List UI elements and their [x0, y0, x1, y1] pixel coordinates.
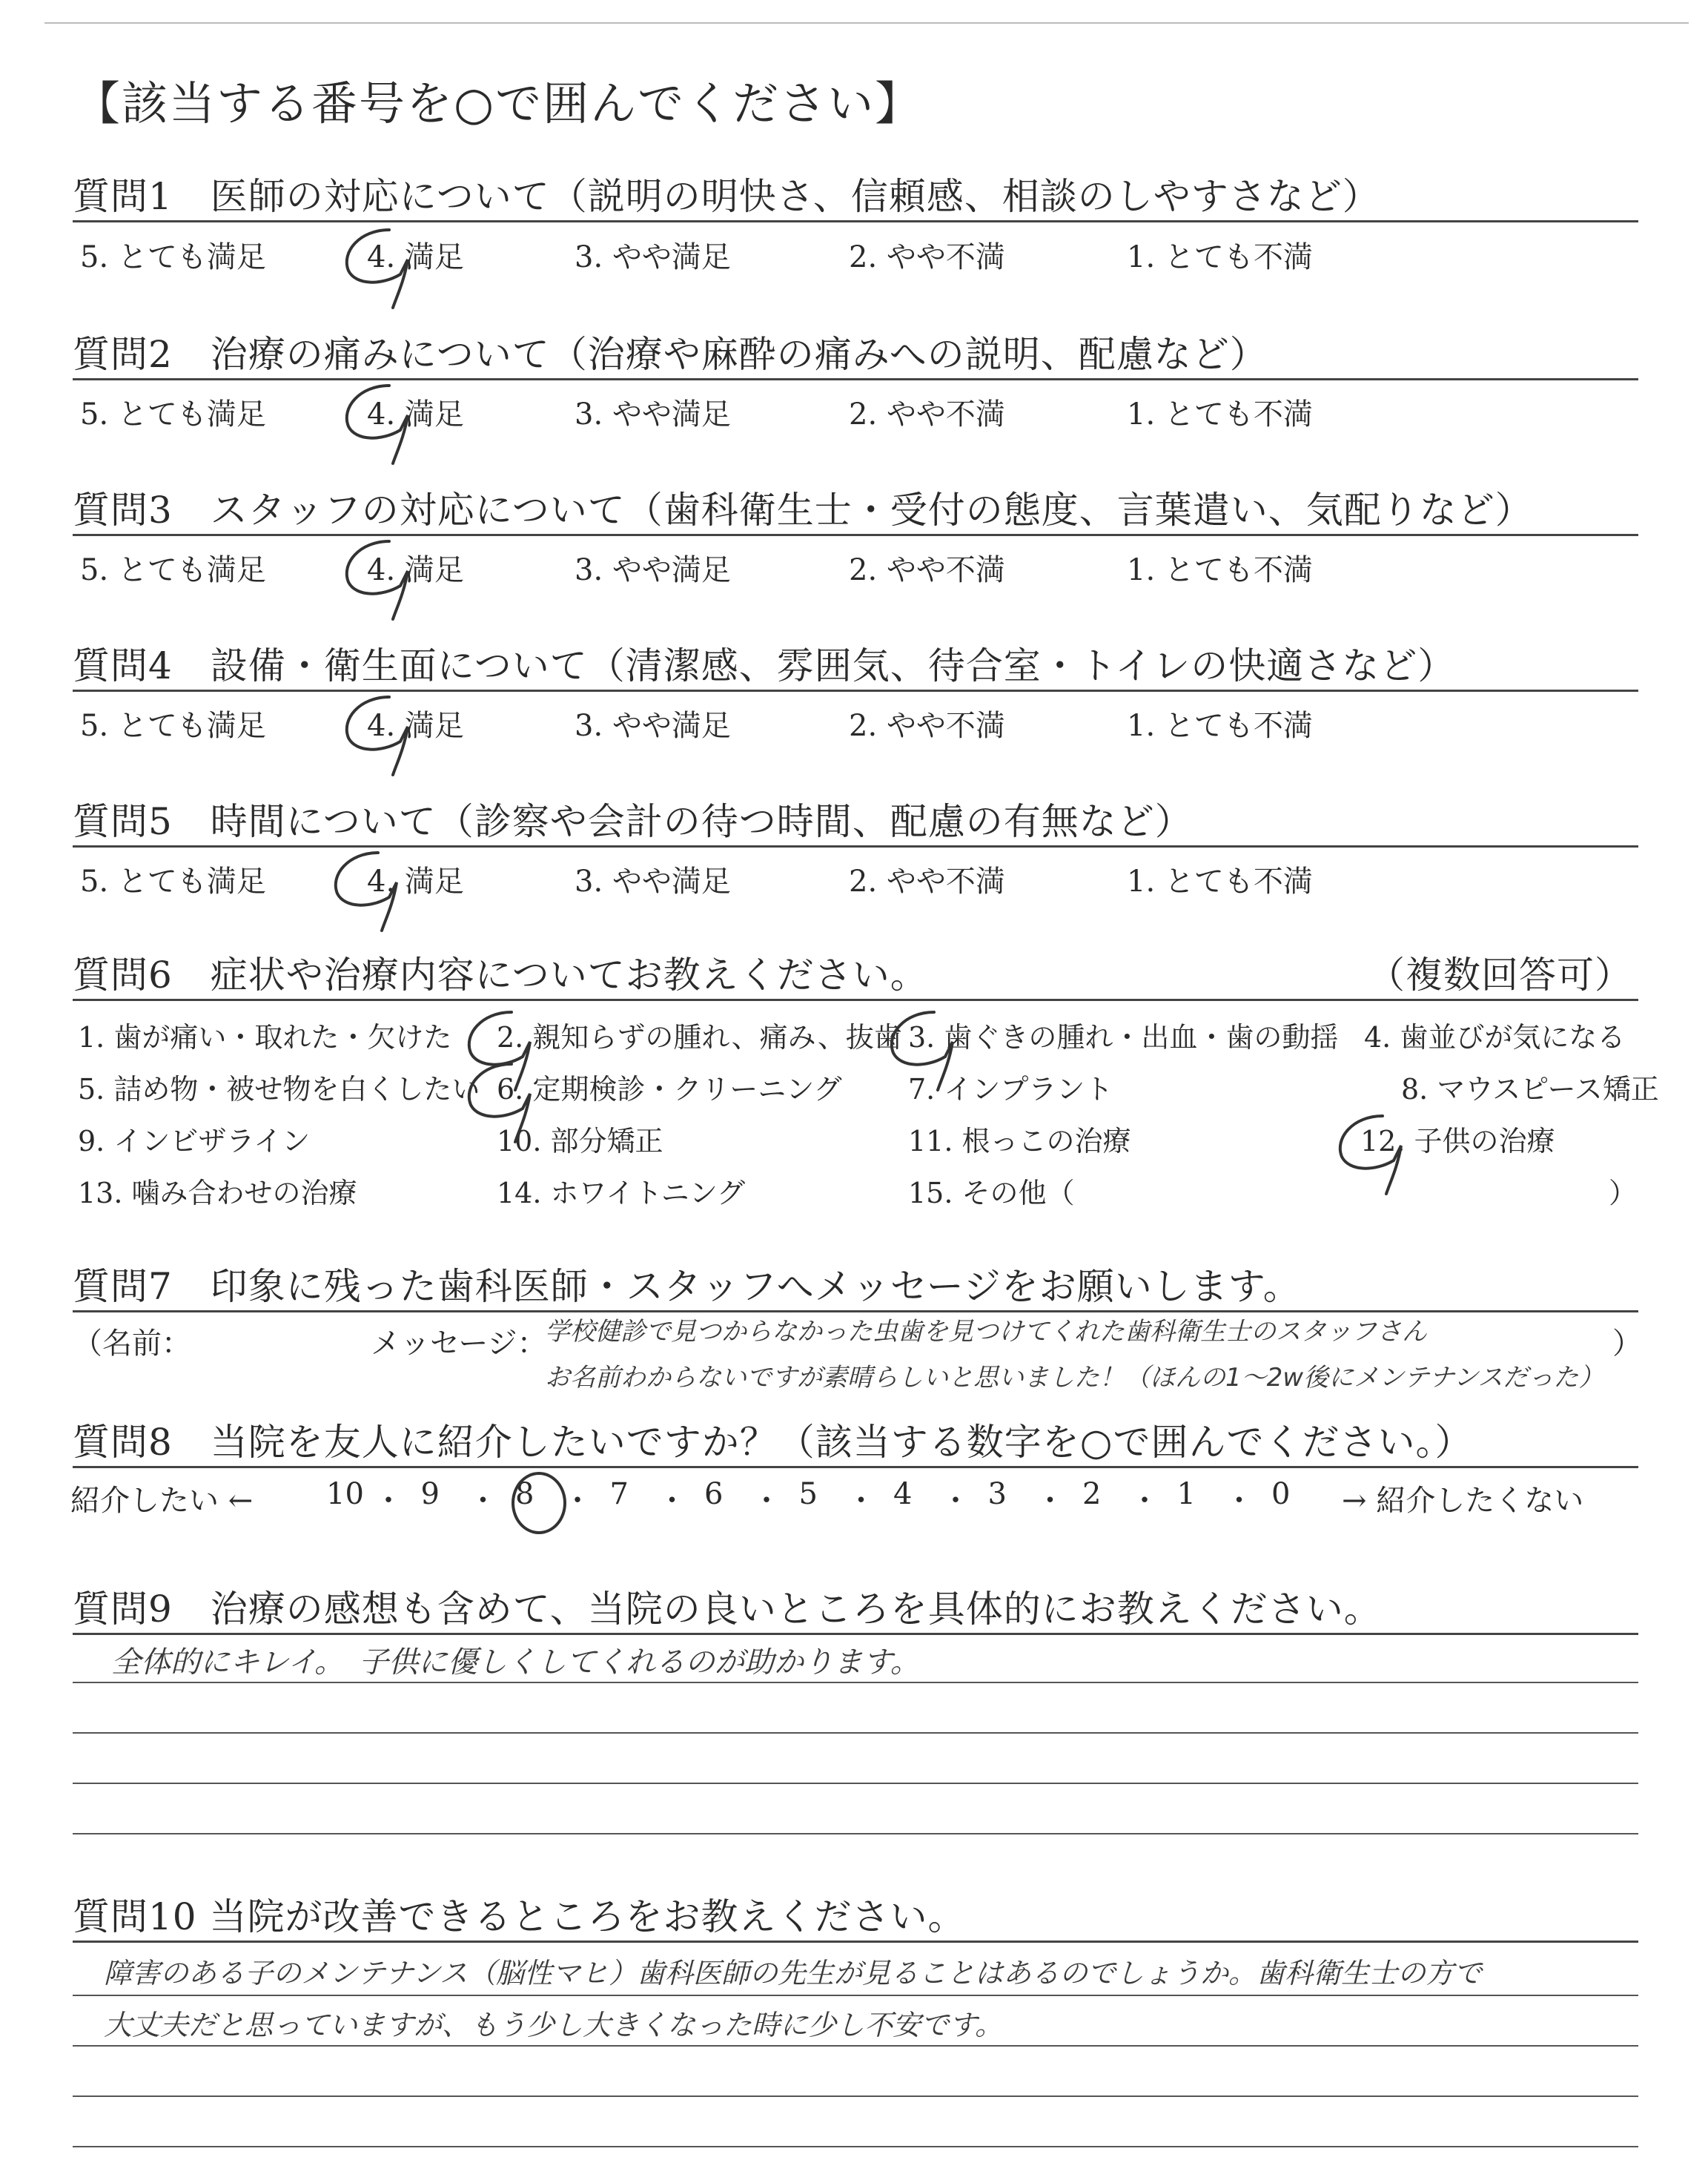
scale-separator: ・ — [374, 1484, 403, 1518]
rating-option-3[interactable]: 3. やや満足 — [575, 553, 731, 587]
symptom-option-7[interactable]: 7. インプラント — [908, 1073, 1113, 1106]
improvement-answer-line-1[interactable]: 障害のある子のメンテナンス（脳性マヒ）歯科医師の先生が見ることはあるのでしょうか。歯科衛生士の方で — [104, 1957, 1482, 1989]
scale-separator: ・ — [468, 1484, 498, 1518]
answer-line — [73, 1732, 1638, 1734]
symptom-option-9[interactable]: 9. インビザライン — [78, 1125, 311, 1157]
score-2[interactable]: 2 — [1082, 1477, 1102, 1511]
scale-separator: ・ — [1224, 1484, 1254, 1518]
rating-option-4[interactable]: 4. 満足 — [367, 865, 464, 899]
question-rule — [73, 1633, 1638, 1635]
check-mark-icon — [337, 526, 426, 623]
score-9[interactable]: 9 — [420, 1477, 440, 1511]
score-8[interactable]: 8 — [515, 1477, 534, 1511]
question-title: 質問4 設備・衛生面について（清潔感、雰囲気、待合室・トイレの快適さなど） — [73, 644, 1456, 687]
question-rule — [73, 220, 1638, 222]
other-close-paren: ） — [1609, 1177, 1638, 1209]
rating-option-4[interactable]: 4. 満足 — [367, 240, 464, 274]
rating-option-2[interactable]: 2. やや不満 — [849, 397, 1005, 432]
score-3[interactable]: 3 — [987, 1477, 1007, 1511]
question-rule — [73, 999, 1638, 1001]
message-text-line-1: 学校健診で見つからなかった虫歯を見つけてくれた歯科衛生士のスタッフさん — [545, 1317, 1427, 1347]
question-title: 質問1 医師の対応について（説明の明快さ、信頼感、相談のしやすさなど） — [73, 175, 1380, 218]
rating-option-1[interactable]: 1. とても不満 — [1127, 865, 1313, 899]
question-rule — [73, 1466, 1638, 1468]
rating-option-1[interactable]: 1. とても不満 — [1127, 397, 1313, 432]
rating-option-2[interactable]: 2. やや不満 — [849, 553, 1005, 587]
symptom-option-5[interactable]: 5. 詰め物・被せ物を白くしたい — [78, 1073, 480, 1106]
scale-separator: ・ — [657, 1484, 687, 1518]
rating-option-5[interactable]: 5. とても満足 — [80, 709, 266, 743]
scale-separator: ・ — [1130, 1484, 1159, 1518]
symptom-option-4[interactable]: 4. 歯並びが気になる — [1364, 1021, 1626, 1054]
check-mark-icon — [337, 371, 426, 467]
question-rule — [73, 845, 1638, 848]
check-mark-icon — [337, 215, 426, 311]
rating-option-5[interactable]: 5. とても満足 — [80, 240, 266, 274]
question-title: 質問7 印象に残った歯科医師・スタッフへメッセージをお願いします。 — [73, 1265, 1301, 1308]
symptom-option-6[interactable]: 6. 定期検診・クリーニング — [497, 1073, 842, 1106]
rating-option-3[interactable]: 3. やや満足 — [575, 865, 731, 899]
question-title: 質問9 治療の感想も含めて、当院の良いところを具体的にお教えください。 — [73, 1588, 1382, 1631]
question-title: 質問5 時間について（診察や会計の待つ時間、配慮の有無など） — [73, 800, 1193, 843]
recommend-left-label: 紹介したい ← — [70, 1484, 254, 1518]
name-label: （名前： — [73, 1327, 191, 1361]
symptom-option-3[interactable]: 3. 歯ぐきの腫れ・出血・歯の動揺 — [908, 1021, 1339, 1054]
rating-option-4[interactable]: 4. 満足 — [367, 397, 464, 432]
score-0[interactable]: 0 — [1271, 1477, 1291, 1511]
answer-line — [73, 2045, 1638, 2047]
rating-option-3[interactable]: 3. やや満足 — [575, 397, 731, 432]
answer-line — [73, 1833, 1638, 1834]
rating-option-4[interactable]: 4. 満足 — [367, 553, 464, 587]
symptom-option-11[interactable]: 11. 根っこの治療 — [908, 1125, 1131, 1157]
answer-line — [73, 1783, 1638, 1784]
rating-option-4[interactable]: 4. 満足 — [367, 709, 464, 743]
score-7[interactable]: 7 — [609, 1477, 629, 1511]
check-mark-icon — [326, 838, 415, 934]
recommend-right-label: → 紹介したくない — [1342, 1484, 1584, 1518]
symptom-option-10[interactable]: 10. 部分矯正 — [497, 1125, 663, 1157]
rating-option-3[interactable]: 3. やや満足 — [575, 709, 731, 743]
selected-score-circle — [512, 1472, 566, 1534]
score-10[interactable]: 10 — [326, 1477, 364, 1511]
question-title: 質問6 症状や治療内容についてお教えください。 — [73, 954, 928, 997]
rating-option-2[interactable]: 2. やや不満 — [849, 240, 1005, 274]
rating-option-3[interactable]: 3. やや満足 — [575, 240, 731, 274]
top-border — [44, 22, 1689, 24]
question-title: 質問2 治療の痛みについて（治療や麻酔の痛みへの説明、配慮など） — [73, 333, 1268, 376]
rating-option-5[interactable]: 5. とても満足 — [80, 865, 266, 899]
rating-option-1[interactable]: 1. とても不満 — [1127, 709, 1313, 743]
symptom-option-8[interactable]: 8. マウスピース矯正 — [1401, 1073, 1659, 1106]
rating-option-5[interactable]: 5. とても満足 — [80, 397, 266, 432]
good-points-answer[interactable]: 全体的にキレイ。 子供に優しくしてくれるのが助かります。 — [111, 1645, 920, 1680]
rating-option-5[interactable]: 5. とても満足 — [80, 553, 266, 587]
question-title: 質問3 スタッフの対応について（歯科衛生士・受付の態度、言葉遣い、気配りなど） — [73, 489, 1533, 532]
scale-separator: ・ — [846, 1484, 876, 1518]
scale-separator: ・ — [941, 1484, 970, 1518]
question-title: 質問8 当院を友人に紹介したいですか？（該当する数字を○で囲んでください。） — [73, 1421, 1473, 1464]
page-header: 【該当する番号を○で囲んでください】 — [74, 76, 923, 131]
message-close-paren: ） — [1612, 1327, 1642, 1361]
question-rule — [73, 534, 1638, 536]
question-title: 質問10 当院が改善できるところをお教えください。 — [73, 1895, 966, 1938]
check-mark-icon — [882, 997, 971, 1094]
message-text-line-2: お名前わからないですが素晴らしいと思いました！（ほんの1〜2w後にメンテナンスだった） — [545, 1363, 1604, 1393]
score-6[interactable]: 6 — [704, 1477, 724, 1511]
symptom-option-1[interactable]: 1. 歯が痛い・取れた・欠けた — [78, 1021, 452, 1054]
improvement-answer-line-2[interactable]: 大丈夫だと思っていますが、もう少し大きくなった時に少し不安です。 — [104, 2009, 1003, 2041]
answer-line — [73, 2095, 1638, 2097]
answer-line — [73, 2146, 1638, 2147]
message-label: メッセージ： — [371, 1327, 547, 1361]
question-rule — [73, 1941, 1638, 1943]
scale-separator: ・ — [752, 1484, 781, 1518]
score-5[interactable]: 5 — [798, 1477, 818, 1511]
check-mark-icon — [460, 1049, 549, 1146]
scale-separator: ・ — [1035, 1484, 1065, 1518]
symptom-option-12[interactable]: 12. 子供の治療 — [1360, 1125, 1555, 1157]
check-mark-icon — [337, 682, 426, 779]
score-1[interactable]: 1 — [1176, 1477, 1196, 1511]
symptom-option-15[interactable]: 15. その他（ — [908, 1177, 1075, 1209]
question-rule — [73, 690, 1638, 692]
symptom-option-14[interactable]: 14. ホワイトニング — [497, 1177, 746, 1209]
rating-option-2[interactable]: 2. やや不満 — [849, 865, 1005, 899]
symptom-option-2[interactable]: 2. 親知らずの腫れ、痛み、抜歯 — [497, 1021, 902, 1054]
check-mark-icon — [1331, 1101, 1420, 1198]
multiple-answer-note: （複数回答可） — [1368, 954, 1632, 997]
question-rule — [73, 378, 1638, 380]
scale-separator: ・ — [563, 1484, 592, 1518]
answer-line — [73, 1995, 1638, 1996]
score-4[interactable]: 4 — [893, 1477, 913, 1511]
symptom-option-13[interactable]: 13. 噛み合わせの治療 — [78, 1177, 357, 1209]
answer-line — [73, 1682, 1638, 1683]
rating-option-1[interactable]: 1. とても不満 — [1127, 553, 1313, 587]
rating-option-1[interactable]: 1. とても不満 — [1127, 240, 1313, 274]
rating-option-2[interactable]: 2. やや不満 — [849, 709, 1005, 743]
